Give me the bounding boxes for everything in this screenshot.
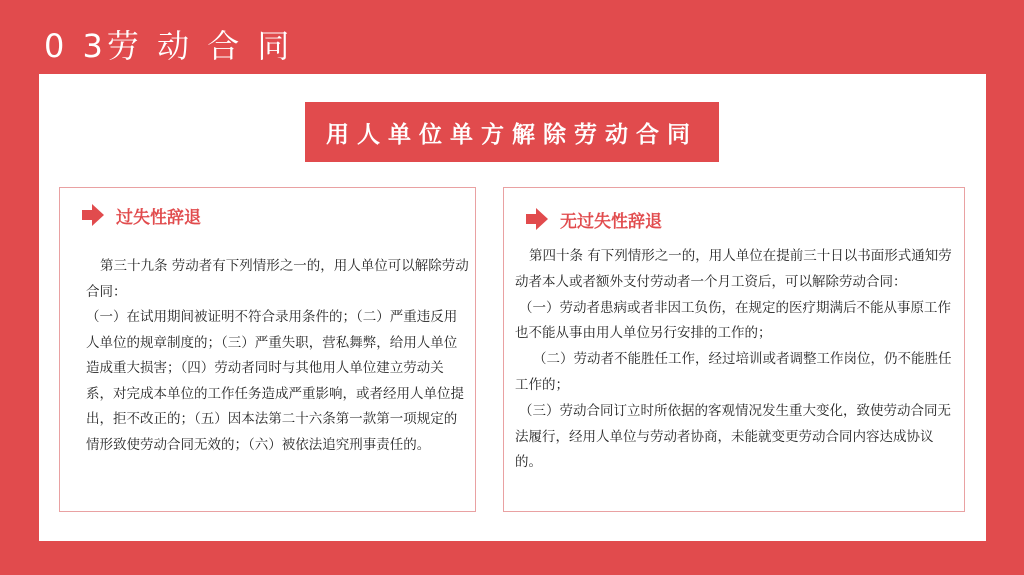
card-negligent-dismissal (59, 187, 476, 512)
card-title: 无过失性辞退 (560, 211, 662, 232)
article-intro: 第四十条 有下列情形之一的，用人单位在提前三十日以书面形式通知劳动者本人或者额外支付劳动者一个月工资后，可以解除劳动合同： (515, 248, 952, 290)
card-title: 过失性辞退 (116, 207, 201, 228)
card-non-negligent-dismissal (503, 187, 965, 512)
card-header (524, 206, 662, 232)
card-header (80, 202, 201, 228)
arrow-right-icon (80, 202, 106, 228)
content-panel (39, 74, 986, 541)
card-body (86, 254, 470, 458)
article-item: （一）劳动者患病或者非因工负伤，在规定的医疗期满后不能从事原工作也不能从事由用人单位另行安排的工作的； (515, 299, 951, 342)
article-item: （三）劳动合同订立时所依据的客观情况发生重大变化，致使劳动合同无法履行，经用人单位与劳动者协商，未能就变更劳动合同内容达成协议的。 (515, 402, 951, 471)
card-body (515, 244, 955, 476)
article-intro: 第三十九条 劳动者有下列情形之一的，用人单位可以解除劳动合同： (86, 258, 469, 300)
section-banner: 用人单位单方解除劳动合同 (305, 102, 719, 162)
article-items: （一）在试用期间被证明不符合录用条件的；（二）严重违反用人单位的规章制度的；（三）严重失职，营私舞弊，给用人单位造成重大损害；（四）劳动者同时与其他用人单位建立劳动关系，对完成本单位的工作任务造成严重影响，或者经用人单位提出，拒不改正的；（五）因本法第二十六条第一款第一项规定的情形致使劳动合同无效的；（六）被依法追究刑事责任的。 (86, 309, 464, 453)
article-item: （二）劳动者不能胜任工作，经过培训或者调整工作岗位，仍不能胜任工作的； (515, 351, 952, 393)
page-title: 0 3劳 动 合 同 (44, 27, 294, 65)
arrow-right-icon (524, 206, 550, 232)
